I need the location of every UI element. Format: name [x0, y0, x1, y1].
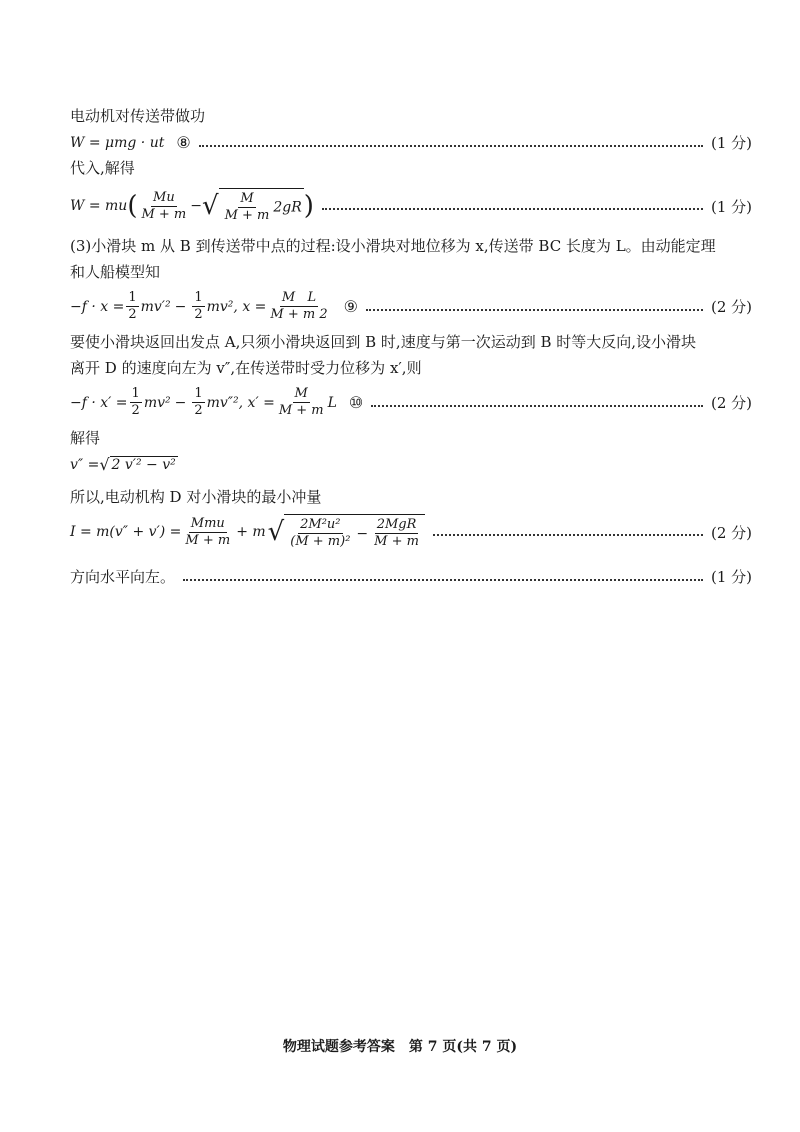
equation-lhs: v″ = [70, 456, 100, 473]
dot-leader [199, 145, 703, 147]
term: mv′² [140, 298, 171, 315]
denominator: (M + m)² [290, 534, 351, 549]
numerator: 1 [131, 386, 140, 401]
direction-text: 方向水平向左。 [70, 568, 176, 586]
equation-9-number: ⑨ [343, 297, 358, 316]
denominator: 2 [131, 403, 140, 418]
score-label: (2 分) [710, 394, 752, 412]
dot-leader [322, 208, 703, 210]
square-root [268, 514, 425, 550]
denominator: M + m [224, 208, 270, 223]
fraction-half [192, 290, 204, 323]
score-label: (2 分) [710, 523, 752, 542]
text-line-impulse: 所以,电动机构 D 对小滑块的最小冲量 [70, 488, 322, 506]
text-line-part3: (3)小滑块 m 从 B 到传送带中点的过程:设小滑块对地位移为 x,传送带 BC 长度为 L。由动能定理 [70, 237, 716, 255]
minus-sign: − [174, 394, 187, 411]
fraction [183, 516, 232, 549]
equation-8 [70, 132, 752, 153]
denominator: 2 [194, 307, 203, 322]
plus-term: + m [236, 524, 266, 540]
denominator: M + m 2 [270, 307, 328, 322]
radicand-tail: 2gR [273, 199, 302, 216]
equation-8-number: ⑧ [176, 133, 191, 152]
radical-icon: √ [99, 455, 110, 474]
minus-sign: − [190, 198, 202, 214]
equation-work-result [70, 188, 752, 224]
text-line-leave-d: 离开 D 的速度向左为 v″,在传送带时受力位移为 x′,则 [70, 359, 422, 377]
denominator: M + m [185, 532, 231, 548]
numerator: Mu [153, 189, 175, 205]
denominator: 2 [128, 307, 137, 322]
equation-9 [70, 290, 752, 323]
fraction-half [130, 386, 142, 419]
text-line-substitute: 代入,解得 [70, 159, 135, 177]
fraction [372, 517, 421, 550]
minus-sign: − [356, 525, 369, 542]
square-root [99, 455, 177, 474]
numerator: 1 [128, 290, 137, 305]
dot-leader [433, 534, 703, 536]
text-line-return: 要使小滑块返回出发点 A,只须小滑块返回到 B 时,速度与第一次运动到 B 时等大反向,设小滑块 [70, 333, 697, 351]
score-label: (1 分) [710, 568, 752, 586]
denominator: M + m [278, 403, 324, 418]
fraction-half [192, 386, 204, 419]
numerator: M [240, 191, 254, 206]
denominator: 2 [194, 403, 203, 418]
numerator: 2M²u² [300, 517, 341, 532]
equation-lhs: I = m(v″ + v′) = [70, 524, 182, 540]
fraction-half [126, 290, 138, 323]
equation-lhs: −f · x = [70, 298, 125, 315]
equation-lhs: −f · x′ = [70, 394, 128, 411]
radical-icon: √ [202, 191, 219, 221]
equation-lhs: W = mu [70, 198, 128, 214]
term: mv², x = [206, 298, 267, 315]
denominator: M + m [374, 534, 419, 549]
equation-8-expr: W = μmg · ut [70, 134, 165, 151]
score-label: (1 分) [710, 197, 752, 216]
equation-impulse [70, 514, 752, 550]
numerator: M [294, 386, 308, 401]
right-paren: ) [303, 191, 314, 221]
dot-leader [371, 405, 703, 407]
left-paren: ( [127, 191, 138, 221]
numerator: M L [281, 290, 317, 305]
dot-leader [183, 579, 703, 581]
equation-10-number: ⑩ [348, 393, 364, 412]
numerator: Mmu [190, 515, 225, 531]
text-line-work: 电动机对传送带做功 [70, 107, 206, 125]
radicand: 2 v′² − v² [111, 457, 176, 473]
equation-v-double-prime [70, 455, 752, 474]
term: mv″², x′ = [206, 394, 275, 411]
term: mv² [143, 394, 171, 411]
text-line-model: 和人船模型知 [70, 263, 161, 281]
equation-10 [70, 386, 752, 419]
text-line-solve: 解得 [70, 429, 101, 447]
page-footer: 物理试题参考答案 第 7 页(共 7 页) [282, 1039, 518, 1055]
score-label: (2 分) [710, 298, 752, 316]
numerator: 2MgR [376, 517, 417, 532]
dot-leader [366, 309, 703, 311]
term: L [327, 394, 337, 411]
radical-icon: √ [267, 517, 285, 547]
square-root [202, 188, 304, 224]
fraction [139, 190, 188, 223]
score-label: (1 分) [710, 134, 752, 152]
fraction [277, 386, 326, 419]
fraction [223, 191, 272, 224]
direction-line [70, 566, 752, 587]
denominator: M + m [141, 206, 187, 222]
minus-sign: − [174, 298, 187, 315]
numerator: 1 [194, 386, 203, 401]
numerator: 1 [194, 290, 203, 305]
fraction [268, 290, 329, 323]
fraction [288, 517, 352, 550]
